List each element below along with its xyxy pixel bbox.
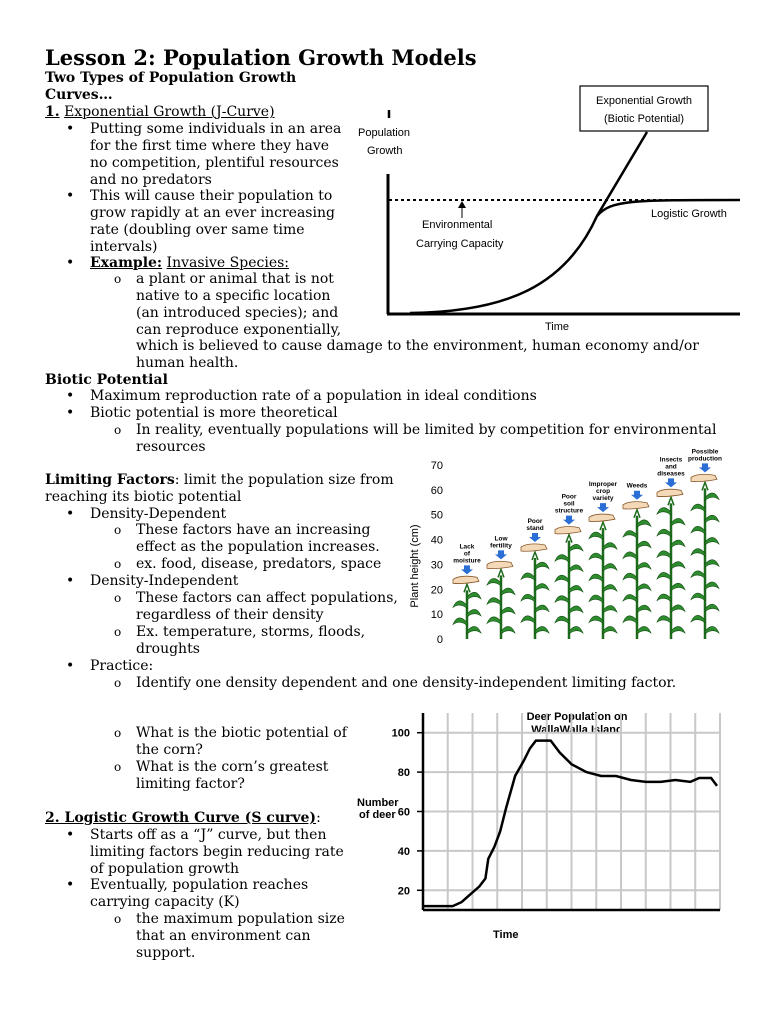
sub-bullet: o xyxy=(114,591,122,605)
hand-icon xyxy=(691,474,717,481)
down-arrow-icon xyxy=(495,550,507,559)
sub-bullet: o xyxy=(114,557,122,571)
corn-leaf xyxy=(453,618,467,626)
practice-question-1: Identify one density dependent and one density-independent limiting factor. xyxy=(136,675,677,691)
s2-bullet-1-line-2: limiting factors begin reducing rate xyxy=(90,844,344,860)
corn-leaf xyxy=(487,598,501,606)
factor-label: Weeds xyxy=(626,482,648,490)
s2-sub-line-3: support. xyxy=(136,945,196,961)
di-sub-2-line-1: Ex. temperature, storms, floods, xyxy=(136,624,366,640)
corn-leaf xyxy=(657,508,671,516)
factor-label: moisture xyxy=(453,557,481,565)
corn-leaf xyxy=(555,555,569,563)
factor-label: variety xyxy=(592,495,614,503)
practice-question-3-line-1: What is the corn’s greatest xyxy=(136,759,329,775)
sub-bullet: o xyxy=(114,676,122,690)
corn-leaf xyxy=(569,565,583,573)
corn-leaf xyxy=(637,605,651,613)
s1-bullet-1-line-4: and no predators xyxy=(90,172,212,188)
corn-plant xyxy=(487,535,515,639)
section-2-label: 2. Logistic Growth Curve (S curve) xyxy=(45,810,317,826)
density-dependent-label: Density-Dependent xyxy=(90,506,227,522)
corn-leaf xyxy=(637,541,651,549)
hand-icon xyxy=(589,514,615,521)
bullet-dot: • xyxy=(66,658,75,674)
corn-leaf xyxy=(603,564,617,572)
biotic-heading: Biotic Potential xyxy=(45,372,168,388)
dd-sub-2: ex. food, disease, predators, space xyxy=(136,556,382,572)
s2-bullet-2-line-2: carrying capacity (K) xyxy=(90,894,240,910)
factor-label: structure xyxy=(554,507,584,515)
corn-leaf xyxy=(705,537,719,545)
corn-leaf xyxy=(657,616,671,624)
s1-bullet-1-line-3: no competition, plentiful resources xyxy=(90,155,339,171)
corn-leaf xyxy=(691,549,705,557)
growth-curves-figure xyxy=(355,82,740,337)
example-sub-line-3: (an introduced species); and xyxy=(136,305,339,321)
corn-leaf xyxy=(657,551,671,559)
plant-height-tick-label: 50 xyxy=(430,509,443,522)
corn-plant xyxy=(453,543,481,639)
corn-leaf xyxy=(467,626,481,634)
density-independent-label: Density-Independent xyxy=(90,573,239,589)
chart-xlabel: Time xyxy=(493,929,519,941)
corn-leaf xyxy=(535,605,549,613)
example-sub-line-2: native to a specific location xyxy=(136,288,331,304)
sub-bullet: o xyxy=(114,625,122,639)
limiting-heading xyxy=(45,472,394,489)
corn-leaf xyxy=(657,529,671,537)
corn-leaf xyxy=(623,594,637,602)
plant-height-tick-label: 10 xyxy=(430,609,443,622)
hand-icon xyxy=(453,576,479,583)
chart-ylabel-line-1: Number xyxy=(357,797,399,809)
corn-leaf xyxy=(671,583,685,591)
corn-leaf xyxy=(657,572,671,580)
bullet-dot: • xyxy=(66,877,75,893)
corn-plant xyxy=(623,483,651,639)
hand-icon xyxy=(487,561,513,568)
chart-title-line-2: WallaWalla Island xyxy=(531,724,623,736)
corn-leaf xyxy=(603,585,617,593)
corn-leaf xyxy=(487,617,501,625)
chart-grid xyxy=(423,713,720,910)
hand-icon xyxy=(623,502,649,509)
corn-leaf xyxy=(521,594,535,602)
corn-leaf xyxy=(705,515,719,523)
corn-leaf xyxy=(705,604,719,612)
limiting-label: Limiting Factors xyxy=(45,472,175,488)
example-label: Example: xyxy=(90,255,163,271)
di-sub-1-line-2: regardless of their density xyxy=(136,607,324,623)
corn-leaf xyxy=(521,573,535,581)
corn-leaf xyxy=(705,560,719,568)
factor-label: Improper xyxy=(588,481,618,489)
down-arrow-icon xyxy=(699,463,711,472)
plant-height-tick-label: 70 xyxy=(430,460,443,472)
bullet-dot: • xyxy=(66,506,75,522)
practice-question-2-line-1: What is the biotic potential of xyxy=(136,725,347,741)
factor-label: crop xyxy=(595,488,611,496)
capacity-label-line-1: Environmental xyxy=(422,219,493,231)
corn-plant xyxy=(657,456,685,639)
y-tick-label: 40 xyxy=(397,845,410,858)
corn-leaf xyxy=(501,626,515,634)
plant-height-tick-label: 20 xyxy=(430,584,443,597)
biotic-bullet-1: Maximum reproduction rate of a population in ideal conditions xyxy=(90,388,537,404)
s2-sub-line-1: the maximum population size xyxy=(136,911,345,927)
example-text: Invasive Species: xyxy=(166,255,289,271)
biotic-sub-line-1: In reality, eventually populations will be limited by competition for environmental xyxy=(136,422,717,438)
corn-leaf xyxy=(569,585,583,593)
corn-leaf xyxy=(501,607,515,615)
corn-leaf xyxy=(705,582,719,590)
corn-leaf xyxy=(535,584,549,592)
subtitle-line-1: Two Types of Population Growth xyxy=(45,70,297,86)
corn-leaf xyxy=(691,571,705,579)
factor-label: Poor xyxy=(561,493,577,501)
capacity-label-line-2: Carrying Capacity xyxy=(416,238,504,250)
corn-leaf xyxy=(453,601,467,609)
example-cont-line-1: which is believed to cause damage to the environment, human economy and/or xyxy=(136,338,699,354)
section-1-label: Exponential Growth (J-Curve) xyxy=(64,104,275,120)
s2-bullet-2-line-1: Eventually, population reaches xyxy=(90,877,309,893)
s1-bullet-1-line-1: Putting some individuals in an area xyxy=(90,121,342,137)
biotic-bullet-2: Biotic potential is more theoretical xyxy=(90,405,338,421)
plant-height-tick-label: 40 xyxy=(430,534,443,547)
dd-sub-1-line-1: These factors have an increasing xyxy=(136,522,371,538)
corn-leaf xyxy=(589,616,603,624)
corn-leaf xyxy=(569,606,583,614)
factor-label: Possible xyxy=(691,448,719,456)
factor-label: diseases xyxy=(657,470,685,478)
corn-leaf xyxy=(467,592,481,600)
factor-label: stand xyxy=(526,525,544,532)
plant-height-axis-label: Plant height (cm) xyxy=(409,524,421,608)
corn-leaf xyxy=(623,616,637,624)
corn-limiting-factors-figure xyxy=(405,448,725,648)
corn-plants xyxy=(453,448,722,639)
example-heading xyxy=(90,255,289,272)
corn-leaf xyxy=(671,562,685,570)
practice-label: Practice: xyxy=(90,658,154,674)
corn-leaf xyxy=(555,616,569,624)
example-sub-line-4: can reproduce exponentially, xyxy=(136,322,342,338)
corn-leaf xyxy=(705,493,719,501)
bullet-dot: • xyxy=(66,388,75,404)
bullet-dot: • xyxy=(66,573,75,589)
corn-plant xyxy=(521,518,549,639)
down-arrow-icon xyxy=(461,565,473,574)
s2-sub-line-2: that an environment can xyxy=(136,928,311,944)
factor-label: Poor xyxy=(527,518,543,525)
plant-height-tick-label: 30 xyxy=(430,559,443,572)
corn-leaf xyxy=(657,594,671,602)
plant-height-ticks xyxy=(431,460,443,646)
corn-leaf xyxy=(623,531,637,539)
factor-label: and xyxy=(665,463,677,471)
corn-leaf xyxy=(671,518,685,526)
sub-bullet: o xyxy=(114,760,122,774)
hand-icon xyxy=(657,489,683,496)
corn-leaf xyxy=(467,609,481,617)
plant-height-tick-label: 0 xyxy=(436,634,443,646)
corn-leaf xyxy=(691,526,705,534)
corn-leaf xyxy=(623,552,637,560)
corn-leaf xyxy=(637,520,651,528)
corn-leaf xyxy=(637,626,651,634)
corn-leaf xyxy=(569,626,583,634)
example-sub-line-1: a plant or animal that is not xyxy=(136,271,334,287)
bullet-dot: • xyxy=(66,827,75,843)
sub-bullet: o xyxy=(114,912,122,926)
exponential-label-line-2: (Biotic Potential) xyxy=(603,113,685,125)
sub-bullet: o xyxy=(114,423,122,437)
corn-leaf xyxy=(671,540,685,548)
bullet-dot: • xyxy=(66,188,75,204)
corn-leaf xyxy=(691,593,705,601)
down-arrow-icon xyxy=(665,478,677,487)
dd-sub-1-line-2: effect as the population increases. xyxy=(136,539,380,555)
corn-leaf xyxy=(691,504,705,512)
di-sub-1-line-1: These factors can affect populations, xyxy=(136,590,398,606)
corn-plant xyxy=(555,494,584,639)
chart-title-line-1: Deer Population on xyxy=(526,711,628,723)
practice-question-3-line-2: limiting factor? xyxy=(136,776,245,792)
corn-leaf xyxy=(535,562,549,570)
sub-bullet: o xyxy=(114,272,122,286)
factor-label: soil xyxy=(563,500,575,508)
corn-leaf xyxy=(589,553,603,561)
chart-ylabel-line-2: of deer xyxy=(359,809,396,821)
corn-leaf xyxy=(487,578,501,586)
s1-bullet-2-line-3: rate (doubling over same time xyxy=(90,222,305,238)
factor-label: fertility xyxy=(490,542,512,550)
y-axis-label-line-1: Population xyxy=(358,127,410,139)
corn-leaf xyxy=(623,573,637,581)
y-tick-label: 80 xyxy=(397,767,410,780)
sub-bullet: o xyxy=(114,523,122,537)
y-tick-label: 100 xyxy=(391,727,410,740)
corn-leaf xyxy=(555,575,569,583)
section-1-heading xyxy=(45,104,275,121)
corn-leaf xyxy=(603,626,617,634)
corn-leaf xyxy=(705,626,719,634)
corn-leaf xyxy=(555,596,569,604)
bullet-dot: • xyxy=(66,405,75,421)
practice-question-2-line-2: the corn? xyxy=(136,742,203,758)
down-arrow-icon xyxy=(597,503,609,512)
factor-label: Low xyxy=(494,535,508,543)
x-axis-label: Time xyxy=(545,321,570,333)
bullet-dot: • xyxy=(66,121,75,137)
chart-y-ticks xyxy=(392,728,423,898)
s1-bullet-2-line-1: This will cause their population to xyxy=(90,188,333,204)
section-2-heading xyxy=(45,810,321,827)
corn-leaf xyxy=(637,584,651,592)
corn-leaf xyxy=(521,616,535,624)
y-tick-label: 60 xyxy=(397,806,410,819)
plant-height-tick-label: 60 xyxy=(430,484,443,497)
corn-leaf xyxy=(691,615,705,623)
factor-label: Insects xyxy=(659,456,683,464)
section-1-number: 1. xyxy=(45,104,60,120)
corn-leaf xyxy=(671,605,685,613)
y-axis-label-line-2: Growth xyxy=(367,145,403,157)
page-title: Lesson 2: Population Growth Models xyxy=(45,45,477,70)
factor-label: production xyxy=(688,455,722,463)
limiting-text: : limit the population size from xyxy=(174,472,394,488)
limiting-text-line-2: reaching its biotic potential xyxy=(45,489,242,505)
corn-leaf xyxy=(603,543,617,551)
s2-bullet-1-line-3: of population growth xyxy=(90,861,239,877)
factor-label: Lack xyxy=(459,543,475,551)
s1-bullet-2-line-4: intervals) xyxy=(90,239,158,255)
capacity-arrow-head xyxy=(458,201,466,208)
exponential-label-line-1: Exponential Growth xyxy=(596,95,692,107)
factor-label: of xyxy=(463,550,471,558)
deer-population-chart xyxy=(355,705,725,940)
subtitle-line-2: Curves… xyxy=(45,87,113,103)
biotic-sub-line-2: resources xyxy=(136,439,206,455)
corn-leaf xyxy=(589,595,603,603)
s2-bullet-1-line-1: Starts off as a “J” curve, but then xyxy=(90,827,327,843)
corn-plant xyxy=(688,448,722,639)
bullet-dot: • xyxy=(66,255,75,271)
corn-leaf xyxy=(501,588,515,596)
corn-leaf xyxy=(671,626,685,634)
s1-bullet-2-line-2: grow rapidly at an ever increasing xyxy=(90,205,335,221)
corn-leaf xyxy=(637,562,651,570)
corn-leaf xyxy=(535,626,549,634)
down-arrow-icon xyxy=(529,533,541,542)
logistic-label: Logistic Growth xyxy=(651,208,727,220)
corn-leaf xyxy=(589,574,603,582)
corn-plant xyxy=(589,481,618,639)
down-arrow-icon xyxy=(631,491,643,500)
hand-icon xyxy=(521,544,547,551)
corn-leaf xyxy=(589,532,603,540)
di-sub-2-line-2: droughts xyxy=(136,641,200,657)
corn-leaf xyxy=(603,605,617,613)
hand-icon xyxy=(555,526,581,533)
example-cont-line-2: human health. xyxy=(136,355,239,371)
deer-population-line xyxy=(423,741,717,907)
section-2-colon: : xyxy=(316,810,321,826)
corn-leaf xyxy=(569,544,583,552)
sub-bullet: o xyxy=(114,726,122,740)
y-tick-label: 20 xyxy=(397,885,410,898)
down-arrow-icon xyxy=(563,516,575,525)
s1-bullet-1-line-2: for the first time where they have xyxy=(90,138,330,154)
